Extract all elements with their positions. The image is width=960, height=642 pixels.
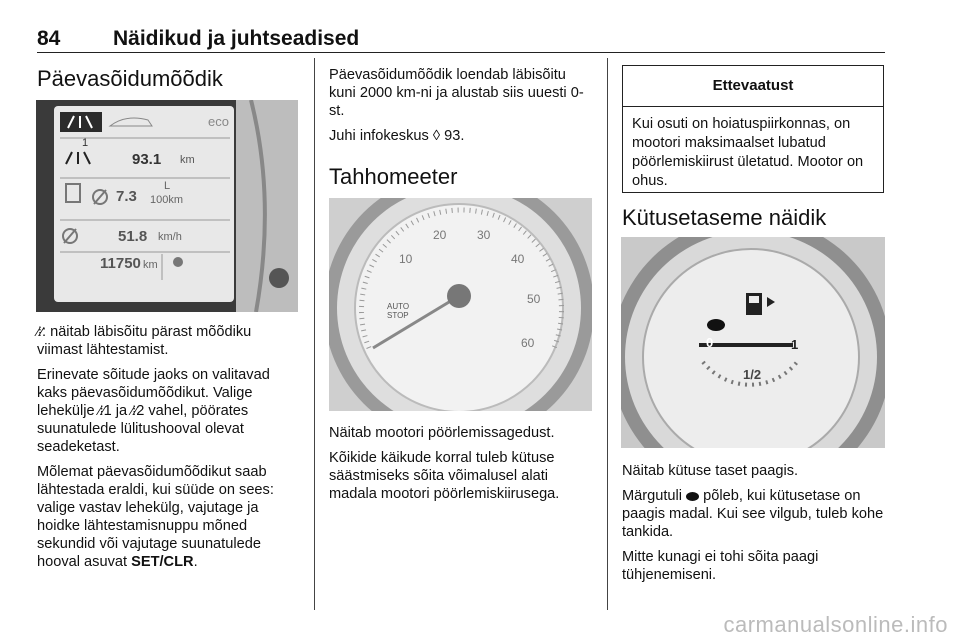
caution-title: Ettevaatust [623,66,883,107]
display-odometer-unit: km [143,259,158,271]
tach-tick-label: 40 [511,252,525,266]
display-consumption-unit-top: L [164,180,171,192]
caution-box [622,65,884,193]
set-clr-label: SET/CLR [131,554,194,570]
tach-tick-label: 50 [527,292,541,306]
trip-selection-paragraph [37,366,299,456]
header-rule [37,52,885,53]
trip-icon-1: ⁄⁞⁄ [98,403,104,418]
tachometer-text [329,424,595,510]
fuel-warning-paragraph [622,487,888,541]
section-heading-tachometer: Tahhomeeter [329,164,458,189]
fuel-warning-text-a: Märgutuli [622,488,687,504]
display-consumption-unit-bottom: 100km [150,194,184,206]
watermark: carmanualsonline.info [723,612,948,637]
trip-reset-end: . [193,554,198,570]
trip-counter-text [329,66,595,152]
fuel-half-label: 1/2 [743,367,762,382]
column-divider-1 [314,58,315,610]
fuel-gauge-text [622,462,888,591]
section-heading-trip-odometer: Päevasõidumõõdik [37,66,223,91]
trip-selection-text-c: 2 vahel, pöörates suunatulede lülitushooval olevat seadeketast. [37,403,249,455]
trip-icon-2: ⁄⁞⁄ [131,403,137,418]
display-speed-value: 51.8 [118,228,148,245]
tachometer-description: Näitab mootori pöörlemissagedust. [329,425,555,441]
autostop-label-line1: AUTO [387,302,410,311]
fuel-gauge-figure [621,237,885,448]
trip-reset-text: Mõlemat päevasõidumõõdikut saab lähtestada eraldi, kui süüde on sees: valige vastav lehekülg, vajutage ja hoidke lähtestamisnuppu mõned sekundid või vajutage suunatulede hooval asuvat [37,464,274,570]
tachometer-graphic [329,198,592,411]
section-heading-fuel-gauge: Kütusetaseme näidik [622,205,827,230]
display-eco-label: eco [208,114,229,129]
fuel-advice: Mitte kunagi ei tohi sõita paagi tühjenemiseni. [622,549,819,583]
fuel-warning-text-b: põleb, kui kütusetase on paagis madal. Kui see vilgub, tuleb kohe tankida. [622,488,884,540]
display-trip-unit: km [180,154,195,166]
autostop-label-line2: STOP [387,311,409,320]
fuel-empty-label: 0 [706,335,714,350]
trip-odometer-text [37,323,299,578]
trip-counter-paragraph: Päevasõidumõõdik loendab läbisõitu kuni 2000 km-ni ja alustab siis uuesti 0-st. [329,67,584,119]
tach-tick-label: 20 [433,228,447,242]
tach-tick-label: 10 [399,252,413,266]
page-number: 84 [37,27,61,50]
tach-tick-label: 60 [521,336,535,350]
tachometer-figure [329,198,592,411]
fuel-gauge-graphic [621,237,885,448]
column-divider-2 [607,58,608,610]
trip-selection-text-b: 1 ja [103,403,132,419]
fuel-gauge-description: Näitab kütuse taset paagis. [622,463,799,479]
tach-tick-label: 30 [477,228,491,242]
display-page-number: 1 [82,137,89,149]
trip-display-graphic [36,100,298,312]
display-consumption-value: 7.3 [116,188,137,205]
driver-info-reference: Juhi infokeskus ◊ 93. [329,128,465,144]
caution-body: Kui osuti on hoiatuspiirkonnas, on mootori maksimaalset lubatud pöörlemiskiirust ületatud. Mootor on ohus. [632,116,864,189]
display-odometer-value: 11750 [100,255,141,272]
trip-description [37,323,299,359]
chapter-title: Näidikud ja juhtseadised [113,27,360,50]
fuel-full-label: 1 [791,337,799,352]
tachometer-advice: Kõikide käikude korral tuleb kütuse säästmiseks sõita võimalusel alati madala mootori pöörlemiskiirusega. [329,450,560,502]
display-speed-unit: km/h [158,231,182,243]
low-fuel-indicator-icon [686,492,699,501]
trip-reset-paragraph [37,463,299,571]
display-trip-value: 93.1 [132,151,162,168]
trip-description-text: : näitab läbisõitu pärast mõõdiku viimast lähtestamist. [37,324,252,358]
trip-selection-text-a: Erinevate sõitude jaoks on valitavad kaks päevasõidumõõdikut. Valige lehekülje [37,367,270,419]
trip-icon: ⁄⁞⁄ [37,324,42,339]
trip-display-figure [36,100,298,312]
